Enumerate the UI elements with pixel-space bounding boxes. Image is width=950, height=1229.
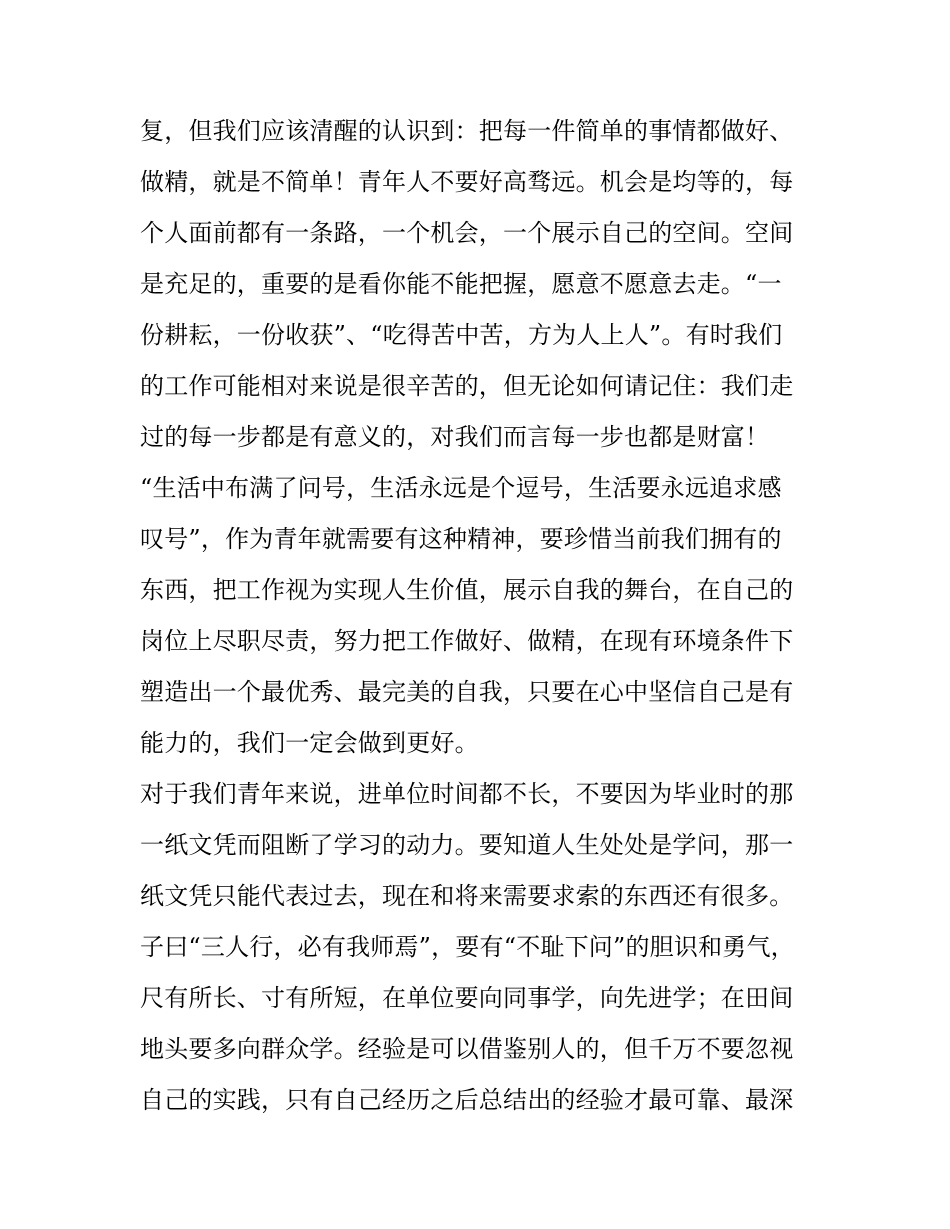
text-line: 自己的实践，只有自己经历之后总结出的经验才最可靠、最深 — [140, 1086, 794, 1114]
text-line: 塑造出一个最优秀、最完美的自我，只要在心中坚信自己是有 — [140, 678, 794, 706]
text-line: 地头要多向群众学。经验是可以借鉴别人的，但千万不要忽视 — [140, 1035, 794, 1063]
text-line: 个人面前都有一条路，一个机会，一个展示自己的空间。空间 — [140, 219, 794, 247]
text-line: 东西，把工作视为实现人生价值，展示自我的舞台，在自己的 — [140, 576, 794, 604]
text-line: “生活中布满了问号，生活永远是个逗号，生活要永远追求感 — [140, 474, 782, 502]
text-line: 对于我们青年来说，进单位时间都不长，不要因为毕业时的那 — [140, 780, 794, 808]
text-line: 子曰“三人行，必有我师焉”，要有“不耻下问”的胆识和勇气， — [140, 933, 795, 961]
text-line: 份耕耘，一份收获”、“吃得苦中苦，方为人上人”。有时我们 — [140, 321, 783, 349]
text-line: 的工作可能相对来说是很辛苦的，但无论如何请记住：我们走 — [140, 372, 794, 400]
text-line: 复，但我们应该清醒的认识到：把每一件简单的事情都做好、 — [140, 117, 794, 145]
text-line: 能力的，我们一定会做到更好。 — [140, 729, 479, 757]
text-line: 纸文凭只能代表过去，现在和将来需要求索的东西还有很多。 — [140, 882, 794, 910]
body-text — [140, 106, 820, 1126]
text-line: 是充足的，重要的是看你能不能把握，愿意不愿意去走。“一 — [140, 270, 782, 298]
text-line: 岗位上尽职尽责，努力把工作做好、做精，在现有环境条件下 — [140, 627, 794, 655]
text-line: 做精，就是不简单！青年人不要好高骛远。机会是均等的，每 — [140, 168, 794, 196]
text-line: 过的每一步都是有意义的，对我们而言每一步也都是财富！ — [140, 423, 770, 451]
text-line: 尺有所长、寸有所短，在单位要向同事学，向先进学；在田间 — [140, 984, 794, 1012]
text-line: 一纸文凭而阻断了学习的动力。要知道人生处处是学问，那一 — [140, 831, 794, 859]
text-line: 叹号”，作为青年就需要有这种精神，要珍惜当前我们拥有的 — [140, 525, 782, 553]
